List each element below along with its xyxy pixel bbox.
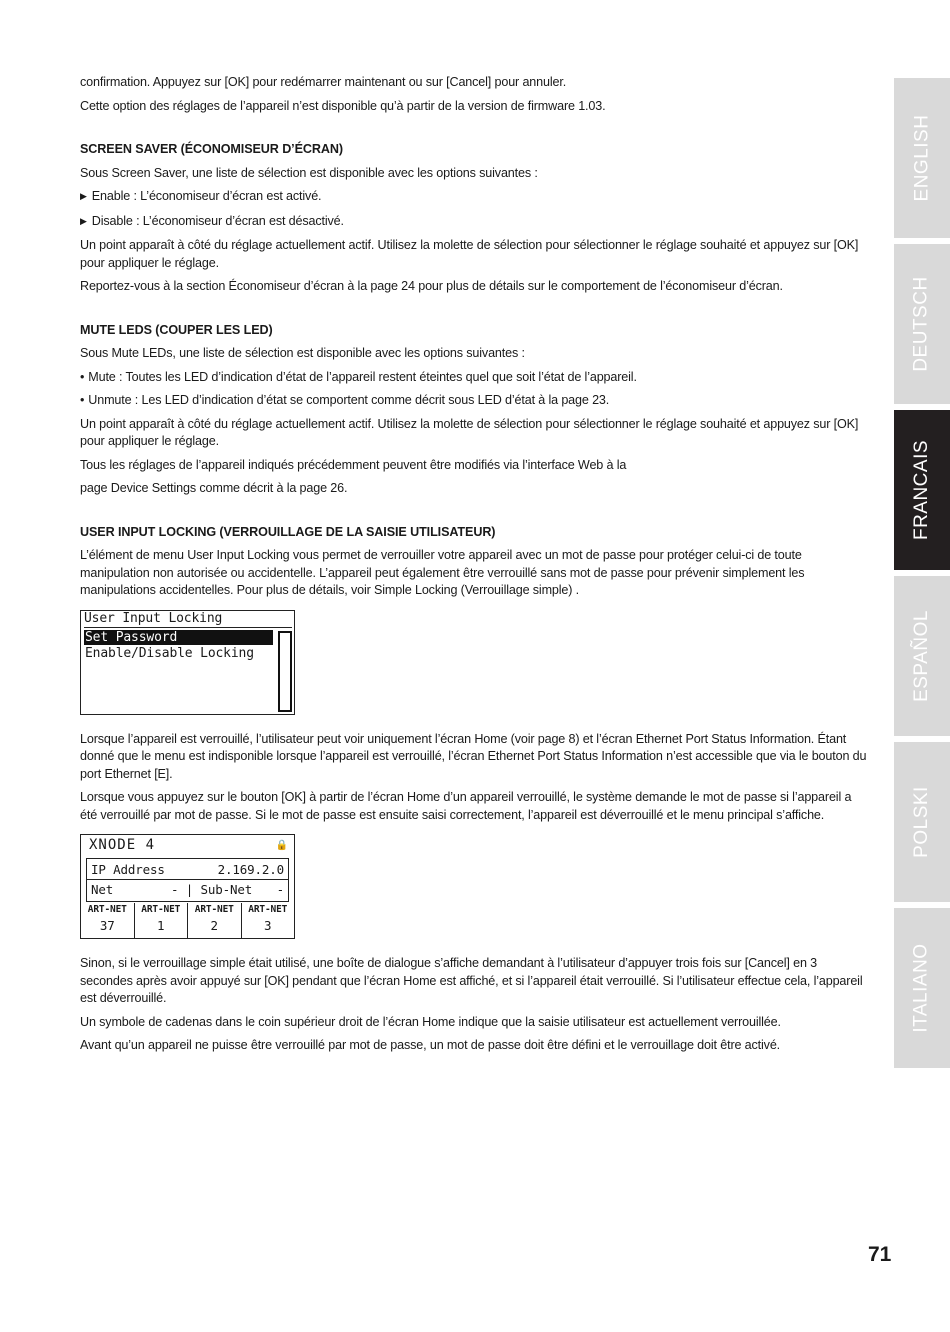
paragraph: L’élément de menu User Input Locking vous permet de verrouiller votre appareil avec un mot de passe pour protéger celui-ci de toute manipulation non autorisée ou accidentelle. L’appareil peut également être verrouillé sans mot de passe pour prévenir simplement les manipulations accidentelles. Pour plus de détails, voir Simple Locking (Verrouillage simple) . xyxy=(80,548,805,597)
tab-label: POLSKI xyxy=(911,786,932,858)
paragraph: Reportez-vous à la section Économiseur d’écran à la page 24 pour plus de détails sur le comportement de l’économiseur d’écran. xyxy=(80,279,783,293)
tab-label: FRANCAIS xyxy=(911,439,933,541)
paragraph: Lorsque vous appuyez sur le bouton [OK] à partir de l’écran Home d’un appareil verrouillé, le système demande le mot de passe si l’appareil a été verrouillé par mot de passe. Si le mot de passe est ensuite saisi correctement, l’appareil est déverrouillé et le menu principal s’affiche. xyxy=(80,790,852,822)
lcd-port-value: 2 xyxy=(210,918,218,933)
tab-label: ESPAÑOL xyxy=(911,610,933,702)
lcd-subnet-value: - xyxy=(276,882,284,897)
tab-deutsch[interactable] xyxy=(894,244,950,404)
lcd-menu-item-selected: Set Password xyxy=(84,630,273,645)
paragraph: Sinon, si le verrouillage simple était utilisé, une boîte de dialogue s’affiche demandant à l’utilisateur d’appuyer trois fois sur [Cancel] en 3 secondes après avoir appuyé sur [OK] pendant que l’écran Home est affiché, et si l’appareil était verrouillé. Si l’utilisateur effectue cela, l’appareil est déverrouillé. xyxy=(80,956,863,1005)
tab-label: DEUTSCH xyxy=(911,276,932,372)
paragraph: confirmation. Appuyez sur [OK] pour redémarrer maintenant ou sur [Cancel] pour annuler. xyxy=(80,75,567,89)
paragraph: Un symbole de cadenas dans le coin supérieur droit de l’écran Home indique que la saisie utilisateur est actuellement verrouillée. xyxy=(80,1014,781,1029)
lcd-port-column xyxy=(81,903,135,938)
tab-espanol[interactable] xyxy=(894,576,950,736)
section-heading-screen-saver: SCREEN SAVER (ÉCONOMISEUR D’ÉCRAN) xyxy=(80,142,343,156)
paragraph: Un point apparaît à côté du réglage actuellement actif. Utilisez la molette de sélection pour sélectionner le réglage souhaité et appuyez sur [OK] pour appliquer le réglage. xyxy=(80,416,859,448)
tab-italiano[interactable] xyxy=(894,908,950,1068)
lcd-port-column xyxy=(188,903,242,938)
paragraph: Avant qu’un appareil ne puisse être verrouillé par mot de passe, un mot de passe doit être défini et le verrouillage doit être activé. xyxy=(80,1038,781,1052)
lcd-menu-item: Enable/Disable Locking xyxy=(85,645,254,661)
lcd-port-value: 1 xyxy=(157,918,165,933)
lcd-device-name: XNODE 4 xyxy=(89,837,156,853)
page-content xyxy=(80,74,870,1061)
page-number: 71 xyxy=(868,1243,892,1266)
paragraph: Cette option des réglages de l’appareil n’est disponible qu’à partir de la version de firmware 1.03. xyxy=(80,98,606,113)
lcd-home-screen xyxy=(80,834,295,939)
list-item: • Unmute : Les LED d’indication d’état se comportent comme décrit sous LED d’état à la page 23. xyxy=(80,392,870,410)
tab-label: ITALIANO xyxy=(911,943,933,1033)
lcd-net-label: Net xyxy=(91,882,114,897)
lcd-port-column xyxy=(135,903,189,938)
lcd-menu-title: User Input Locking xyxy=(84,611,292,628)
lcd-port-label: ART-NET xyxy=(194,904,234,915)
tab-polski[interactable] xyxy=(894,742,950,902)
lcd-ip-row xyxy=(87,860,288,880)
lcd-port-column xyxy=(242,903,295,938)
lcd-port-label: ART-NET xyxy=(248,904,288,915)
paragraph: Lorsque l’appareil est verrouillé, l’utilisateur peut voir uniquement l’écran Home (voir page 8) et l’écran Ethernet Port Status Information. Étant donné que le menu est indisponible lorsque l’appareil est verrouillé, l’écran Ethernet Port Status Information n’est accessible que via le bouton du port Ethernet [E]. xyxy=(80,731,867,781)
paragraph: Tous les réglages de l’appareil indiqués précédemment peuvent être modifiés via l’interface Web à la xyxy=(80,457,627,472)
section-heading-user-input-locking: USER INPUT LOCKING (VERROUILLAGE DE LA SAISIE UTILISATEUR) xyxy=(80,524,496,539)
list-item: ▶ Enable : L’économiseur d’écran est activé. xyxy=(80,188,870,207)
lock-icon: 🔒 xyxy=(275,840,288,851)
lcd-net-value: - | Sub-Net xyxy=(171,882,253,897)
section-heading-mute-leds: MUTE LEDS (COUPER LES LED) xyxy=(80,322,273,337)
lcd-menu-screen xyxy=(80,610,295,715)
lcd-net-row xyxy=(91,880,284,899)
paragraph: Sous Screen Saver, une liste de sélection est disponible avec les options suivantes : xyxy=(80,165,538,180)
paragraph: Un point apparaît à côté du réglage actuellement actif. Utilisez la molette de sélection pour sélectionner le réglage souhaité et appuyez sur [OK] pour appliquer le réglage. xyxy=(80,238,859,270)
lcd-scrollbar xyxy=(278,631,292,712)
lcd-port-value: 3 xyxy=(264,918,272,933)
lcd-ip-value: 2.169.2.0 xyxy=(217,862,284,877)
lcd-port-columns xyxy=(81,903,294,938)
paragraph: Sous Mute LEDs, une liste de sélection est disponible avec les options suivantes : xyxy=(80,346,525,360)
lcd-port-label: ART-NET xyxy=(141,904,181,915)
lcd-port-value: 37 xyxy=(99,918,115,933)
list-item: ▶ Disable : L’économiseur d’écran est désactivé. xyxy=(80,213,870,232)
lcd-port-label: ART-NET xyxy=(87,904,127,915)
tab-english[interactable] xyxy=(894,78,950,238)
list-item: • Mute : Toutes les LED d’indication d’état de l’appareil restent éteintes quel que soit l’état de l’appareil. xyxy=(80,369,870,387)
lcd-ip-label: IP Address xyxy=(91,862,165,877)
tab-label: ENGLISH xyxy=(911,114,933,202)
tab-francais[interactable] xyxy=(894,410,950,570)
lcd-info-box xyxy=(86,858,289,902)
paragraph: page Device Settings comme décrit à la page 26. xyxy=(80,481,348,495)
